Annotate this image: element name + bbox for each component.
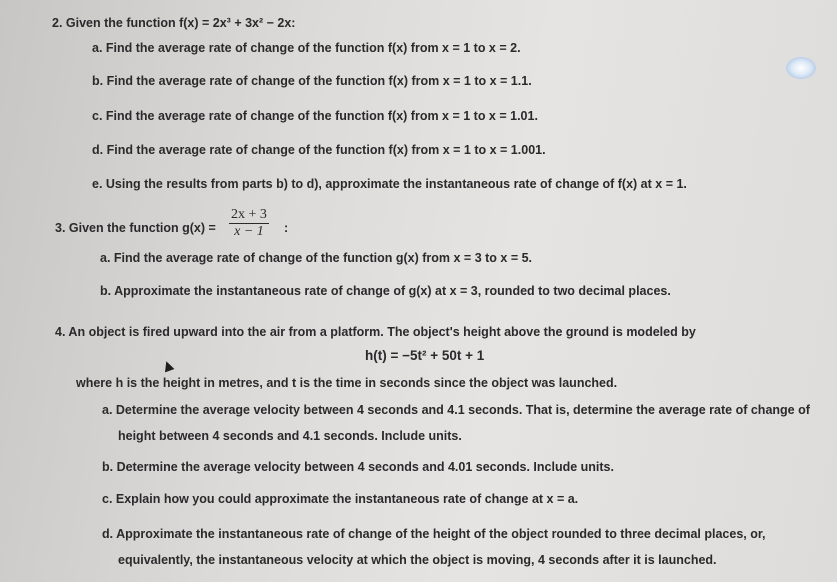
q3-stem-suffix: :: [284, 221, 289, 235]
q4-stem: 4. An object is fired upward into the air from a platform. The object's height above the ground is modeled by: [55, 325, 696, 339]
q3-part-b: b. Approximate the instantaneous rate of change of g(x) at x = 3, rounded to two decimal places.: [100, 284, 671, 298]
q4-part-d-line1: d. Approximate the instantaneous rate of change of the height of the object rounded to three decimal places, or,: [102, 527, 766, 541]
q3-part-a: a. Find the average rate of change of the function g(x) from x = 3 to x = 5.: [100, 251, 533, 265]
q4-part-b: b. Determine the average velocity between 4 seconds and 4.01 seconds. Include units.: [102, 460, 614, 474]
q4-equation: h(t) = −5t² + 50t + 1: [365, 348, 485, 363]
q3-fraction-denominator: x − 1: [229, 223, 269, 240]
q4-part-a-line2: height between 4 seconds and 4.1 seconds. Include units.: [118, 429, 462, 443]
q2-part-e: e. Using the results from parts b) to d), approximate the instantaneous rate of change of f(x) at x = 1.: [92, 177, 687, 191]
glare-spot: [786, 57, 816, 79]
q2-part-b: b. Find the average rate of change of the function f(x) from x = 1 to x = 1.1.: [92, 74, 532, 88]
q4-part-a-line1: a. Determine the average velocity between 4 seconds and 4.1 seconds. That is, determine the average rate of change of: [102, 403, 810, 417]
q4-where: where h is the height in metres, and t is the time in seconds since the object was launched.: [76, 376, 618, 390]
q3-fraction-numerator: 2x + 3: [231, 207, 267, 222]
q2-stem: 2. Given the function f(x) = 2x³ + 3x² − 2x:: [52, 16, 296, 30]
q2-part-c: c. Find the average rate of change of the function f(x) from x = 1 to x = 1.01.: [92, 109, 538, 123]
q4-part-d-line2: equivalently, the instantaneous velocity at which the object is moving, 4 seconds after it is launched.: [118, 553, 717, 567]
q3-fraction: [229, 207, 269, 240]
mouse-cursor-icon: [162, 360, 175, 373]
q4-part-c: c. Explain how you could approximate the instantaneous rate of change at x = a.: [102, 492, 579, 506]
q3-stem-prefix: 3. Given the function g(x) =: [55, 221, 216, 235]
q2-part-a: a. Find the average rate of change of the function f(x) from x = 1 to x = 2.: [92, 41, 521, 55]
q2-part-d: d. Find the average rate of change of the function f(x) from x = 1 to x = 1.001.: [92, 143, 546, 157]
